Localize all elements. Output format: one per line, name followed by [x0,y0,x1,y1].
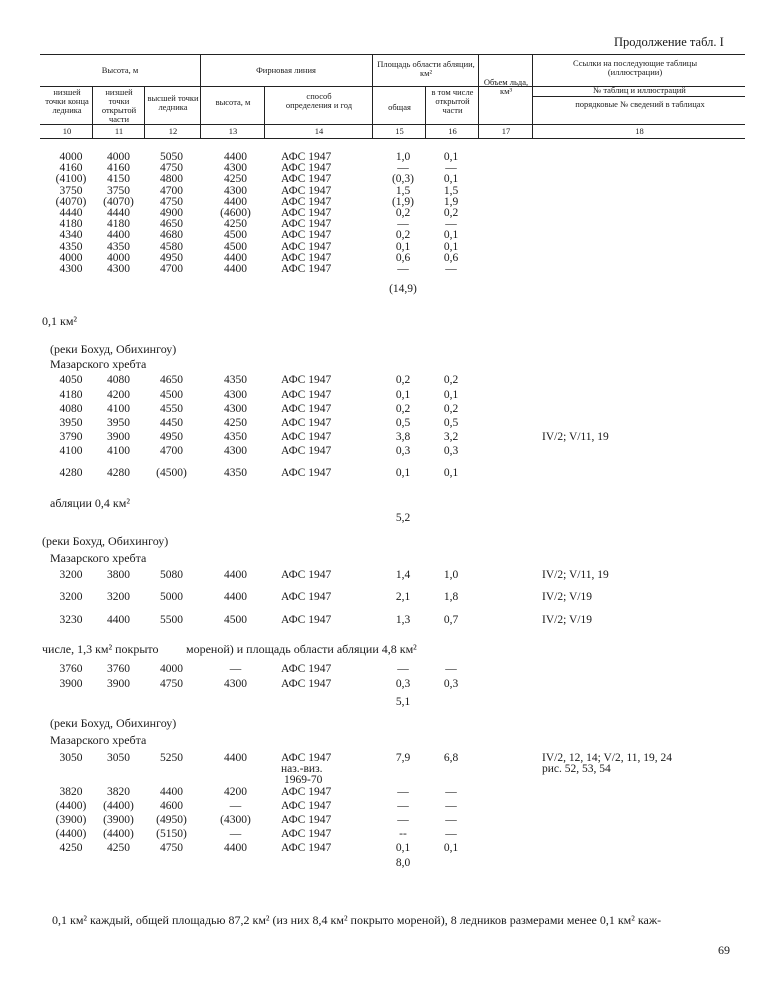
cell: (4400) [55,800,87,812]
cell: 4350 [59,240,83,253]
cell: 0,3 [395,678,411,690]
cell-ref: IV/2; V/11, 19 [542,569,609,581]
cell: 4340 [59,229,83,242]
cell: (5150) [156,828,187,840]
cell: 4750 [160,678,183,690]
cell: 3900 [107,678,130,690]
cell: 4550 [160,403,183,415]
block2-title-range: Мазарского хребта [50,357,147,371]
cell: 4250 [107,842,130,854]
cell: — [445,162,457,175]
cell: 3820 [59,786,83,798]
block1-note: 0,1 км² [42,314,78,328]
cell: (4100) [55,173,87,186]
cell: 4400 [224,251,247,264]
cell: 3760 [107,663,130,675]
cell: — [445,786,457,798]
cell: АФС 1947 [281,828,332,840]
ablation-open-header: в том числе открытой части [431,87,474,115]
cell: 4500 [224,240,247,253]
cell: 1,0 [443,569,459,581]
cell: 4440 [107,207,130,219]
cell: 4950 [160,431,183,443]
cell: 4650 [160,218,183,231]
col-num: 11 [114,126,124,136]
block4-title-rivers: (реки Бохуд, Обихингоу) [50,716,177,730]
cell: — [229,663,242,675]
cell: 4150 [107,173,130,186]
cell: 4180 [107,218,130,231]
cell: 4400 [224,842,247,854]
cell: АФС 1947 [281,403,332,415]
cell: 0,2 [443,207,459,219]
cell: АФС 1947 [281,445,332,457]
block2-note: абляции 0,4 км² [50,496,130,510]
cell-ref: IV/2; V/19 [542,591,592,603]
cell: 4700 [160,184,183,197]
cell: АФС 1947 [281,431,332,443]
cell: 0,5 [395,417,411,429]
cell: 4400 [224,151,247,163]
cell: 0,1 [443,467,459,479]
cell: 1,3 [395,614,411,626]
cell: 4500 [224,229,247,242]
cell: 4680 [160,229,183,242]
cell: 3820 [107,786,130,798]
cell: АФС 1947 [281,263,332,275]
cell: 4180 [59,218,83,231]
cell: — [445,800,457,812]
cell: 4250 [224,218,247,231]
cell-ref: IV/2, 12, 14; V/2, 11, 19, 24 [542,752,673,764]
cell: 4300 [224,445,247,457]
block3-note-b: мореной) и площадь области абляции 4,8 км² [186,642,417,656]
cell: 4400 [224,591,247,603]
cell: — [397,814,409,826]
cell: 4300 [59,263,83,275]
cell: 0,1 [443,389,459,401]
col-num: 18 [635,126,644,136]
cell: 3200 [107,591,130,603]
cell: АФС 1947 [281,173,332,186]
cell: 4750 [160,162,183,175]
cell: 4400 [224,752,247,764]
cell: 1,4 [395,569,411,581]
cell: 4700 [160,263,183,275]
cell: (4400) [103,800,134,812]
col-num: 14 [314,126,324,136]
cell: — [397,800,409,812]
cell: 4080 [107,374,130,386]
cell: — [397,218,409,231]
cell: 0,2 [395,207,411,219]
cell: 4280 [107,467,130,479]
cell: 0,2 [395,229,411,242]
cell: 4400 [107,614,130,626]
cell: АФС 1947 [281,752,332,764]
cell: 4200 [107,389,130,401]
cell: 4000 [107,251,130,264]
cell: 4400 [224,263,247,275]
cell: 4250 [224,417,247,429]
cell: — [397,162,409,175]
cell: 0,6 [395,251,411,264]
block3-title-rivers: (реки Бохуд, Обихингоу) [42,534,169,548]
cell: 0,1 [395,389,411,401]
cell-ref: IV/2; V/11, 19 [542,431,609,443]
ablation-group-header: Площадь области абляции, км² [377,59,475,78]
cell: АФС 1947 [281,842,332,854]
cell: (4500) [156,467,187,479]
cell: (3900) [55,814,87,826]
table-continuation-label: Продолжение табл. I [614,35,724,49]
cell: 4100 [107,403,130,415]
cell: 4160 [59,162,83,175]
cell: АФС 1947 [281,374,332,386]
cell: 4400 [224,569,247,581]
cell: 4300 [224,184,247,197]
cell: 0,2 [443,403,459,415]
cell: 1,5 [395,184,411,197]
cell: 4350 [107,240,130,253]
refs-group-header: Ссылки на последующие таблицы (иллюстрации) [572,58,698,77]
cell: 4400 [160,786,183,798]
h-low-open-header: низшей точки открытой части [101,87,137,124]
cell: 4650 [160,374,183,386]
cell: 1,9 [443,195,459,208]
block2-title-rivers: (реки Бохуд, Обихингоу) [50,342,177,356]
cell: (4400) [103,828,134,840]
cell: 7,9 [395,752,411,764]
h-high-header: высшей точки ледника [147,93,199,112]
cell: АФС 1947 [281,591,332,603]
cell: 4180 [59,389,83,401]
cell: 4250 [59,842,83,854]
cell: 3,8 [395,431,411,443]
cell: 0,5 [443,417,459,429]
cell: 3900 [59,678,83,690]
cell: 3,2 [443,431,459,443]
cell: 4800 [160,173,183,186]
cell: АФС 1947 [281,786,332,798]
cell: 1969-70 [284,774,323,786]
cell: 5050 [160,151,183,163]
cell: АФС 1947 [281,207,332,219]
block3-title-range: Мазарского хребта [50,551,147,565]
cell: наз.-виз. [281,763,323,775]
height-group-header: Высота, м [101,65,139,75]
cell: 3200 [59,569,83,581]
cell: 3760 [59,663,83,675]
cell: (4300) [220,814,251,826]
cell: АФС 1947 [281,251,332,264]
cell: 5000 [160,591,183,603]
cell: АФС 1947 [281,240,332,253]
cell: 1,8 [443,591,459,603]
cell: 4100 [107,445,130,457]
cell: АФС 1947 [281,195,332,208]
cell: 0,3 [443,445,459,457]
cell: 0,1 [443,173,459,186]
cell: 3800 [107,569,130,581]
col-num: 15 [395,126,404,136]
cell: 4300 [224,389,247,401]
cell: 0,1 [395,842,411,854]
cell: 3050 [59,752,83,764]
cell: АФС 1947 [281,162,332,175]
cell: АФС 1947 [281,800,332,812]
cell: (4600) [220,207,251,219]
refs-sub2-header: порядковые № сведений в таблицах [575,99,705,109]
cell: 4400 [224,195,247,208]
cell: 3950 [59,417,83,429]
cell: 4350 [224,374,247,386]
cell: 4450 [160,417,183,429]
cell: АФС 1947 [281,467,332,479]
cell: 5080 [160,569,183,581]
block3-note-a: числе, 1,3 км² покрыто [42,642,159,656]
cell: 3750 [107,184,130,197]
cell: 4300 [224,403,247,415]
cell: 4000 [160,663,183,675]
cell: 4750 [160,195,183,208]
cell: 4300 [224,678,247,690]
cell: -- [399,828,407,840]
cell: (4070) [103,195,134,208]
cell: 4600 [160,800,183,812]
col-num: 16 [448,126,457,136]
firn-method-header: способ определения и год [285,91,353,110]
cell: 4750 [160,842,183,854]
cell-ref: рис. 52, 53, 54 [542,763,611,775]
cell: 3900 [107,431,130,443]
block4-total: 8,0 [395,857,411,869]
block2-total: 5,2 [395,512,411,524]
cell: 4950 [160,251,183,264]
block3-total: 5,1 [395,696,411,708]
cell: — [445,663,457,675]
cell: — [445,218,457,231]
cell: 4200 [224,786,247,798]
cell: 4500 [160,389,183,401]
cell: (4400) [55,828,87,840]
cell: (0,3) [391,173,415,186]
cell: (1,9) [391,195,415,208]
cell: АФС 1947 [281,218,332,231]
cell: 3050 [107,752,130,764]
cell: 4440 [59,207,83,219]
block1-total: (14,9) [389,283,417,295]
cell: 4100 [59,445,83,457]
cell: 0,1 [443,842,459,854]
cell: 4900 [160,207,183,219]
cell: 3950 [107,417,130,429]
cell: АФС 1947 [281,678,332,690]
cell: 5500 [160,614,183,626]
cell: АФС 1947 [281,614,332,626]
cell: 0,2 [443,374,459,386]
cell: 4350 [224,431,247,443]
firn-height-header: высота, м [215,97,251,107]
cell: 3790 [59,431,83,443]
cell: (3900) [103,814,134,826]
cell: АФС 1947 [281,569,332,581]
cell: АФС 1947 [281,229,332,242]
cell: — [229,828,242,840]
cell: 0,1 [395,467,411,479]
col-num: 13 [228,126,238,136]
h-low-end-header: низшей точки конца ледника [45,87,89,115]
cell: 0,2 [395,403,411,415]
refs-sub1-header: № таблиц и иллюстраций [593,85,686,95]
cell: 4300 [107,263,130,275]
cell: 5250 [160,752,183,764]
header-top-rule [40,54,745,55]
cell: — [397,786,409,798]
cell: — [397,263,409,275]
cell: 3200 [59,591,83,603]
cell: 0,1 [395,240,411,253]
block4-title-range: Мазарского хребта [50,733,147,747]
cell: АФС 1947 [281,389,332,401]
cell: 2,1 [395,591,411,603]
cell: 4300 [224,162,247,175]
cell: 4000 [59,151,83,163]
cell: АФС 1947 [281,814,332,826]
col-num: 17 [501,126,511,136]
cell: 1,0 [395,151,411,163]
cell: — [397,663,409,675]
cell: 4280 [59,467,83,479]
cell: 0,3 [443,678,459,690]
cell: АФС 1947 [281,151,332,163]
cell: 4000 [59,251,83,264]
cell-ref: IV/2; V/19 [542,614,592,626]
cell: 4700 [160,445,183,457]
cell: 0,7 [443,614,459,626]
cell: 1,5 [443,184,459,197]
cell: 4350 [224,467,247,479]
col-num: 12 [168,126,178,136]
cell: 4050 [59,374,83,386]
page-number: 69 [718,943,730,957]
cell: АФС 1947 [281,184,332,197]
cell: 4250 [224,173,247,186]
cell: — [445,263,457,275]
cell: (4950) [156,814,187,826]
cell: 0,1 [443,151,459,163]
cell: АФС 1947 [281,417,332,429]
cell: 4500 [224,614,247,626]
firn-group-header: Фирновая линия [256,65,316,75]
ablation-total-header: общая [388,102,411,112]
cell: 4400 [107,229,130,242]
col-num: 10 [62,126,72,136]
cell: — [229,800,242,812]
cell: АФС 1947 [281,663,332,675]
cell: 4580 [160,240,183,253]
cell: — [445,828,457,840]
cell: 3230 [59,614,83,626]
cell: 6,8 [443,752,459,764]
cell: 0,1 [443,229,459,242]
cell: 0,2 [395,374,411,386]
cell: 0,3 [395,445,411,457]
cell: — [445,814,457,826]
cell: 0,1 [443,240,459,253]
cell: 4160 [107,162,130,175]
cell: 3750 [59,184,83,197]
footer-note: 0,1 км² каждый, общей площадью 87,2 км² (из них 8,4 км² покрыто мореной), 8 ледников размерами менее 0,1 км² каж- [52,913,662,927]
cell: 4080 [59,403,83,415]
cell: 0,6 [443,251,459,264]
cell: (4070) [55,195,87,208]
cell: 4000 [107,151,130,163]
volume-header: Объем льда, км³ [483,77,529,96]
